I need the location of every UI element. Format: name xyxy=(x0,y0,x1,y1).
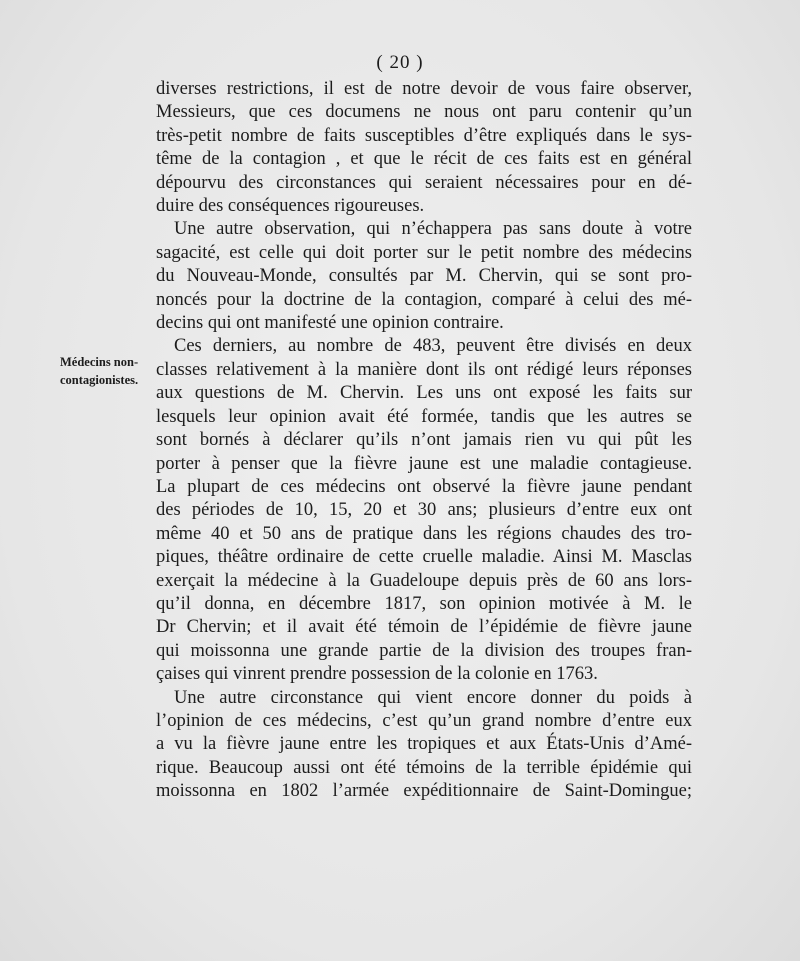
text-line: diverses restrictions, il est de notre devoir de vous faire observer, xyxy=(156,79,692,99)
text-line: même 40 et 50 ans de pratique dans les régions chaudes des tro- xyxy=(156,523,692,544)
text-line: rique. Beaucoup aussi ont été témoins de la terrible épidémie qui xyxy=(156,757,692,778)
text-line: duire des conséquences rigoureuses. xyxy=(156,196,425,217)
text-line: sont bornés à déclarer qu’ils n’ont jamais rien vu qui pût les xyxy=(156,430,692,451)
text-line: Messieurs, que ces documens ne nous ont paru contenir qu’un xyxy=(156,102,692,123)
text-line: l’opinion de ces médecins, c’est qu’un grand nombre d’entre eux xyxy=(156,710,692,731)
text-line: lesquels leur opinion avait été formée, tandis que les autres se xyxy=(156,406,692,427)
text-line: très-petit nombre de faits susceptibles d’être expliqués dans le sys- xyxy=(156,125,692,146)
text-line: des périodes de 10, 15, 20 et 30 ans; plusieurs d’entre eux ont xyxy=(156,500,692,521)
text-line: classes relativement à la manière dont ils ont rédigé leurs réponses xyxy=(156,359,692,380)
text-line: tême de la contagion , et que le récit de ces faits est en général xyxy=(156,149,692,170)
text-line: Une autre circonstance qui vient encore donner du poids à xyxy=(174,687,692,708)
body-text xyxy=(156,78,692,804)
margin-note xyxy=(60,353,160,389)
text-line: noncés pour la doctrine de la contagion, comparé à celui des mé- xyxy=(156,289,692,310)
text-line: decins qui ont manifesté une opinion contraire. xyxy=(156,313,504,334)
text-line: çaises qui vinrent prendre possession de la colonie en 1763. xyxy=(156,664,598,685)
margin-note-line: Médecins non- xyxy=(60,355,139,369)
text-line: porter à penser que la fièvre jaune est une maladie contagieuse. xyxy=(156,453,692,474)
page-number: ( 20 ) xyxy=(376,52,424,73)
text-line: moissonna en 1802 l’armée expéditionnaire de Saint-Domingue; xyxy=(156,781,692,802)
text-line: aux questions de M. Chervin. Les uns ont exposé les faits sur xyxy=(156,383,692,404)
text-line: Une autre observation, qui n’échappera pas sans doute à votre xyxy=(174,219,692,240)
text-line: qu’il donna, en décembre 1817, son opinion motivée à M. le xyxy=(156,593,692,614)
text-line: a vu la fièvre jaune entre les tropiques et aux États-Unis d’Amé- xyxy=(156,734,692,755)
text-line: qui moissonna une grande partie de la division des troupes fran- xyxy=(156,640,692,661)
text-line: du Nouveau-Monde, consultés par M. Chervin, qui se sont pro- xyxy=(156,266,692,287)
text-line: La plupart de ces médecins ont observé la fièvre jaune pendant xyxy=(156,476,692,497)
text-line: Ces derniers, au nombre de 483, peuvent être divisés en deux xyxy=(174,336,692,357)
text-line: piques, théâtre ordinaire de cette cruelle maladie. Ainsi M. Masclas xyxy=(156,547,692,568)
text-line: exerçait la médecine à la Guadeloupe depuis près de 60 ans lors- xyxy=(156,570,692,591)
text-line: dépourvu des circonstances qui seraient nécessaires pour en dé- xyxy=(156,172,692,193)
text-line: sagacité, est celle qui doit porter sur le petit nombre des médecins xyxy=(156,242,692,263)
text-line: Dr Chervin; et il avait été témoin de l’épidémie de fièvre jaune xyxy=(156,617,692,638)
margin-note-line: contagionistes. xyxy=(60,373,139,387)
